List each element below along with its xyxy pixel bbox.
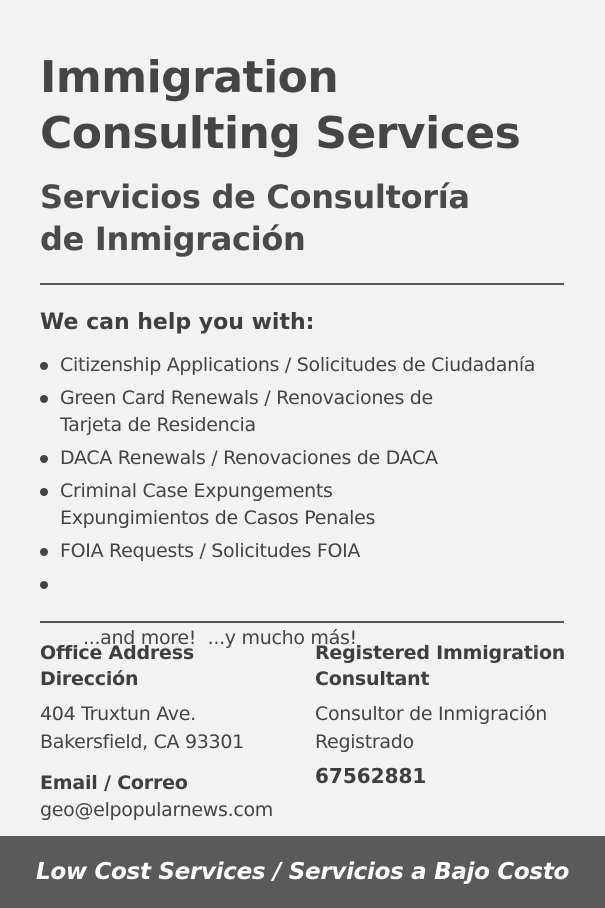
services-list xyxy=(40,352,585,685)
bullet-icon xyxy=(40,395,48,403)
page-subtitle xyxy=(40,176,580,260)
service-text: FOIA Requests / Solicitudes FOIA xyxy=(60,540,361,562)
service-text: ...and more! ...y mucho más! xyxy=(82,627,357,649)
list-item xyxy=(40,385,585,439)
bullet-icon xyxy=(40,488,48,496)
address-line-1: 404 Truxtun Ave. xyxy=(40,703,196,725)
email-address: geo@elpopularnews.com xyxy=(40,799,274,821)
bullet-icon xyxy=(40,581,48,589)
email-label: Email / Correo xyxy=(40,772,188,794)
office-address-label-es: Dirección xyxy=(40,668,139,690)
title-line-2: Consulting Services xyxy=(40,108,521,159)
list-item xyxy=(40,478,585,532)
footer-text: Low Cost Services / Servicios a Bajo Costo xyxy=(35,859,570,885)
title-line-1: Immigration xyxy=(40,52,339,103)
page-title xyxy=(40,50,580,162)
service-text: Criminal Case Expungements xyxy=(60,480,333,502)
bullet-icon xyxy=(40,362,48,370)
address-line-2: Bakersfield, CA 93301 xyxy=(40,731,244,753)
consultant-label-line-1: Registered Immigration xyxy=(315,642,566,664)
consultant-label-line-2: Consultant xyxy=(315,668,430,690)
bullet-icon xyxy=(40,548,48,556)
service-text: Citizenship Applications / Solicitudes de Ciudadanía xyxy=(60,354,536,376)
subtitle-line-1: Servicios de Consultoría xyxy=(40,178,470,216)
subtitle-line-2: de Inmigración xyxy=(40,220,306,258)
bullet-icon xyxy=(40,455,48,463)
services-heading: We can help you with: xyxy=(40,310,315,335)
consultant-column xyxy=(315,640,585,788)
service-text: DACA Renewals / Renovaciones de DACA xyxy=(60,447,438,469)
divider-bottom xyxy=(40,621,564,623)
footer-banner xyxy=(0,836,605,908)
consultant-es-line-1: Consultor de Inmigración xyxy=(315,703,548,725)
list-item xyxy=(40,352,585,379)
service-text-continued: Tarjeta de Residencia xyxy=(60,414,256,436)
service-text: Green Card Renewals / Renovaciones de xyxy=(60,387,433,409)
service-text-continued: Expungimientos de Casos Penales xyxy=(60,507,376,529)
consultant-registration-number: 67562881 xyxy=(315,764,427,788)
divider-top xyxy=(40,283,564,285)
list-item xyxy=(40,538,585,565)
list-item xyxy=(40,445,585,472)
office-contact-column xyxy=(40,640,300,824)
consultant-es-line-2: Registrado xyxy=(315,731,414,753)
office-address-label: Office Address xyxy=(40,642,194,664)
